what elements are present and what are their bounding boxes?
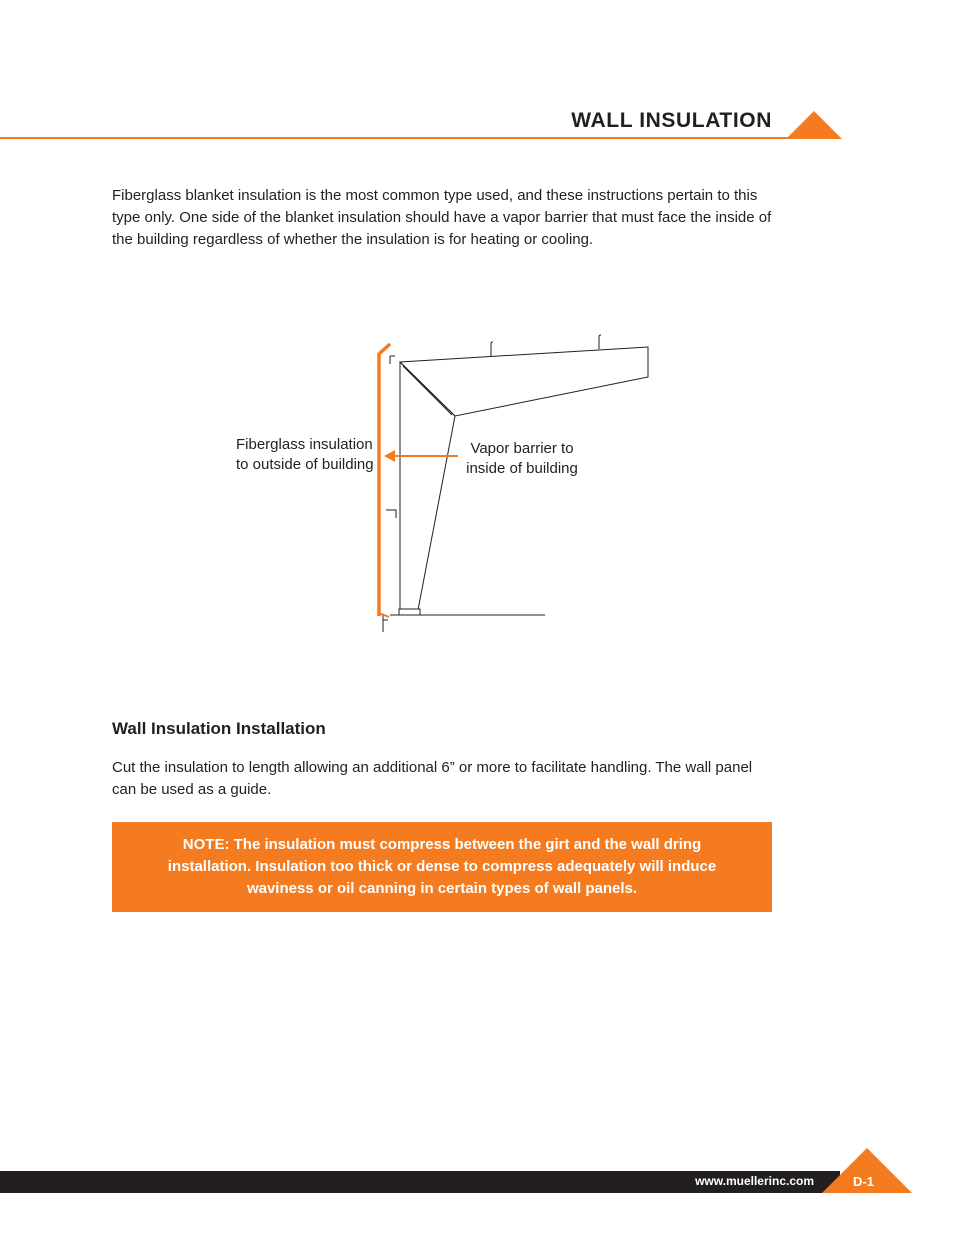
label-line: inside of building xyxy=(466,460,578,477)
label-fiberglass-outside xyxy=(236,435,374,475)
arrow-left-icon xyxy=(384,450,395,462)
page-title: WALL INSULATION xyxy=(571,109,772,132)
wall-insulation-diagram xyxy=(0,320,954,650)
label-vapor-barrier-inside xyxy=(460,439,584,479)
eave-strut xyxy=(390,356,395,364)
section-body: Cut the insulation to length allowing an additional 6” or more to facilitate handling. The wall panel can be used as a guide. xyxy=(112,759,753,798)
note-line: waviness or oil canning in certain types of wall panels. xyxy=(246,880,638,897)
header-rule xyxy=(0,137,840,139)
base-plate xyxy=(399,609,420,615)
page-number: D-1 xyxy=(853,1174,874,1189)
fiberglass-insulation xyxy=(379,344,390,616)
footer-url-link[interactable]: www.muellerinc.com xyxy=(695,1174,814,1188)
purlin-clip xyxy=(491,342,493,356)
label-line: Fiberglass insulation xyxy=(236,436,373,453)
note-box xyxy=(112,822,772,912)
intro-paragraph: Fiberglass blanket insulation is the most common type used, and these instructions pertain to this type only. One side of the blanket insulation should have a vapor barrier that must face the inside of the building regardless of whether the insulation is for heating or cooling. xyxy=(112,187,772,248)
roof-rafter xyxy=(400,347,648,416)
label-line: to outside of building xyxy=(236,456,374,473)
knee-brace-outer xyxy=(400,362,455,416)
note-line: NOTE: The insulation must compress between the girt and the wall dring xyxy=(182,836,702,853)
column-inner xyxy=(418,416,455,610)
knee-brace-inner xyxy=(403,366,452,415)
note-line: installation. Insulation too thick or dense to compress adequately will induce xyxy=(167,858,717,875)
header-triangle-icon xyxy=(786,111,842,139)
purlin-clip xyxy=(599,335,601,349)
wall-girt xyxy=(386,510,396,518)
section-heading: Wall Insulation Installation xyxy=(112,719,326,738)
label-line: Vapor barrier to xyxy=(470,440,574,457)
